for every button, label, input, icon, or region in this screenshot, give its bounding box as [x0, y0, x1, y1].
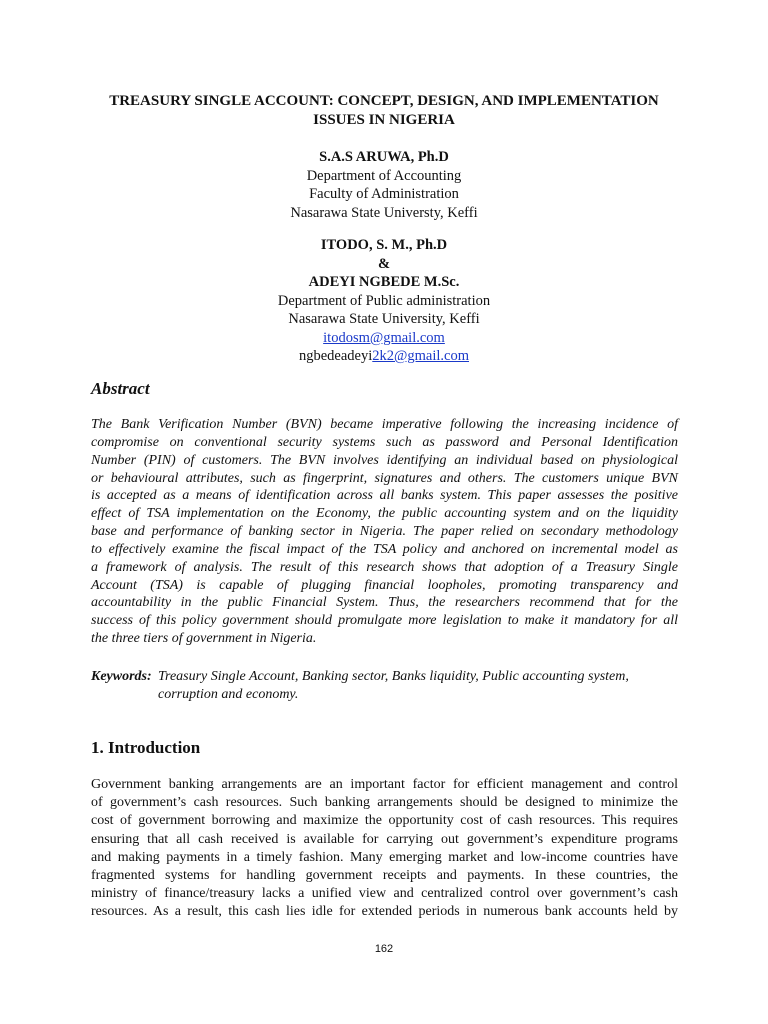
- email-link-1[interactable]: itodosm@gmail.com: [323, 329, 445, 346]
- author-2-name: ITODO, S. M., Ph.D: [320, 237, 448, 253]
- keywords-line-1: Treasury Single Account, Banking sector, Banks liquidity, Public accounting system,: [158, 669, 629, 684]
- intro-line: and making payments in a timely fashion. Many emerging market and low-income countries have: [91, 849, 678, 865]
- author-1-block: [90, 148, 678, 222]
- introduction-text: [91, 776, 678, 922]
- intro-line: cost of government borrowing and maximize the opportunity cost of cash resources. This requires: [91, 813, 678, 829]
- title-line-1: TREASURY SINGLE ACCOUNT: CONCEPT, DESIGN, AND IMPLEMENTATION: [109, 93, 659, 109]
- abstract-line: base and performance of banking sector in Nigeria. The paper relied on secondary methodology: [91, 524, 678, 540]
- abstract-heading: Abstract: [91, 379, 150, 398]
- email-2: [90, 347, 678, 366]
- authors-institution: Nasarawa State University, Keffi: [288, 311, 480, 327]
- page-number: 162: [374, 943, 394, 955]
- author-ampersand: &: [377, 255, 391, 272]
- introduction-heading: 1. Introduction: [91, 738, 201, 757]
- keywords-line-2: corruption and economy.: [158, 686, 299, 702]
- authors-2-3-block: [90, 236, 678, 366]
- keywords-label: Keywords:: [91, 669, 152, 684]
- abstract-line: accountability in the public Financial System. Thus, the researchers recommend that for the: [91, 595, 678, 611]
- intro-line: ensuring that all cash received is available for carrying out government’s expenditure programs: [91, 831, 678, 847]
- intro-line: of government’s cash resources. Such banking arrangements should be designed to minimize the: [91, 795, 678, 811]
- intro-line: ministry of finance/treasury lacks a unified view and centralized control over government’s cash: [91, 886, 678, 902]
- email-2-prefix: ngbedeadeyi: [299, 348, 373, 364]
- intro-line: fragmented systems for handling government receipts and payments. In these countries, the: [91, 868, 678, 884]
- abstract-line: The Bank Verification Number (BVN) became imperative following the increasing incidence of: [91, 417, 678, 432]
- abstract-line: or behavioural attributes, such as fingerprint, signatures and others. The customers unique BVN: [91, 470, 678, 486]
- abstract-line: Number (PIN) of customers. The BVN involves identifying an individual based on physiological: [91, 452, 678, 468]
- abstract-line: to effectively examine the fiscal impact of the TSA policy and anchored on incremental model as: [91, 541, 678, 557]
- email-link-2[interactable]: 2k2@gmail.com: [372, 348, 469, 364]
- authors-department: Department of Public administration: [277, 292, 491, 309]
- author-1-institution: Nasarawa State Universty, Keffi: [290, 204, 478, 221]
- author-1-department: Department of Accounting: [306, 167, 462, 184]
- abstract-line: compromise on conventional security systems such as password and Personal Identification: [91, 434, 678, 450]
- keywords: [91, 668, 678, 704]
- abstract-line: a framework of analysis. The result of this research shows that adoption of a Treasury Single: [91, 559, 678, 575]
- intro-line: resources. As a result, this cash lies idle for extended periods in numerous bank accounts held by: [91, 904, 678, 920]
- abstract-line: Account (TSA) is capable of plugging financial loopholes, promoting transparency and: [91, 577, 678, 593]
- author-3-name: ADEYI NGBEDE M.Sc.: [308, 274, 460, 290]
- paper-title: [90, 92, 678, 130]
- abstract-line: success of this policy government should promulgate more legislation to make it mandatory for all: [91, 613, 678, 629]
- abstract-text: [91, 416, 678, 648]
- title-line-2: ISSUES IN NIGERIA: [313, 112, 455, 128]
- intro-line: Government banking arrangements are an important factor for efficient management and control: [91, 777, 678, 792]
- author-1-faculty: Faculty of Administration: [309, 186, 459, 202]
- author-1-name: S.A.S ARUWA, Ph.D: [319, 149, 449, 165]
- abstract-line: the three tiers of government in Nigeria.: [91, 631, 317, 647]
- abstract-line: effect of TSA implementation on the Economy, the public accounting system and on the liquidity: [91, 506, 678, 522]
- abstract-line: is accepted as a means of identification across all banks system. This paper assesses the positive: [91, 488, 678, 504]
